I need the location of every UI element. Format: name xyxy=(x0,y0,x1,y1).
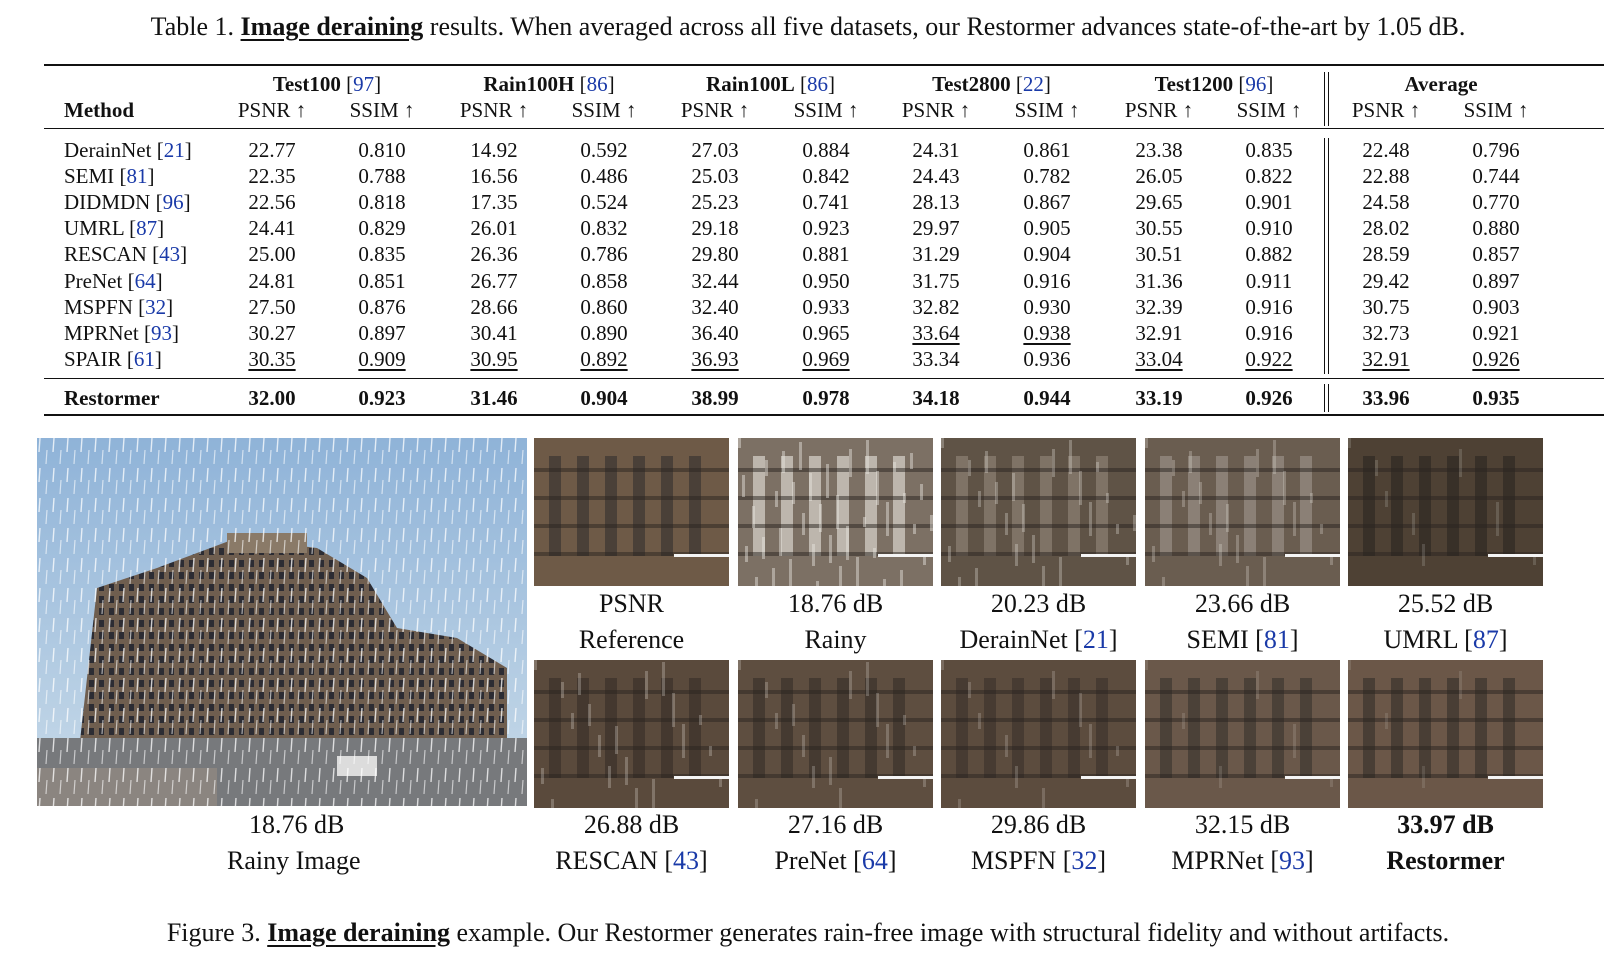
table-cell: 30.55 xyxy=(1135,216,1183,241)
table-cell: 0.770 xyxy=(1472,190,1520,215)
table-cell: 0.905 xyxy=(1023,216,1071,241)
crop-bottom-2 xyxy=(941,660,1136,808)
psnr-header: PSNR ↑ xyxy=(1351,98,1421,122)
figure-ref-link[interactable]: 93 xyxy=(1278,846,1305,875)
method-label: UMRL xyxy=(64,216,124,241)
figure-method-label: DerainNet xyxy=(959,625,1068,654)
table-cell: 0.861 xyxy=(1023,138,1071,162)
dataset-header: Test100 [97] xyxy=(272,72,382,96)
table-cell: 0.911 xyxy=(1245,268,1293,293)
table-cell: 26.36 xyxy=(470,242,518,267)
method-name: RESCAN [43] xyxy=(64,242,188,267)
dataset-ref-link[interactable]: 96 xyxy=(1245,72,1267,96)
figure-method-label: SEMI xyxy=(1186,625,1249,654)
average-separator xyxy=(1324,72,1325,126)
table-cell: 32.73 xyxy=(1362,320,1410,345)
table-cell: 22.48 xyxy=(1362,138,1410,162)
table-cell: 0.909 xyxy=(358,346,406,371)
table-cell-restormer: 0.926 xyxy=(1245,386,1293,410)
table-cell-restormer: 34.18 xyxy=(912,386,960,410)
crop-label xyxy=(514,625,749,655)
method-ref-link[interactable]: 96 xyxy=(162,190,184,215)
table-cell: 28.66 xyxy=(470,294,518,319)
table-cell: 0.829 xyxy=(358,216,406,241)
crop-label: UMRL [87] xyxy=(1383,625,1508,654)
crop-score: 29.86 dB xyxy=(990,810,1087,839)
table-cell: 26.05 xyxy=(1135,164,1183,189)
table-cell: 33.04 xyxy=(1135,346,1183,371)
table-cell: 36.40 xyxy=(691,320,739,345)
method-ref-link[interactable]: 61 xyxy=(133,346,155,371)
table-cell: 0.524 xyxy=(580,190,628,215)
figure-ref-link[interactable]: 21 xyxy=(1082,625,1109,654)
table-cell: 0.892 xyxy=(580,346,628,371)
crop-bottom-1 xyxy=(738,660,933,808)
figure-caption-bold: Image deraining xyxy=(267,918,450,947)
table-cell: 27.50 xyxy=(248,294,296,319)
figure-caption xyxy=(0,918,1616,948)
psnr-header: PSNR ↑ xyxy=(901,98,971,122)
table-cell: 30.35 xyxy=(248,346,296,371)
table-cell: 0.741 xyxy=(802,190,850,215)
table-cell: 0.818 xyxy=(358,190,406,215)
table-cell: 30.75 xyxy=(1362,294,1410,319)
method-ref-link[interactable]: 64 xyxy=(134,268,156,293)
table-cell: 0.882 xyxy=(1245,242,1293,267)
method-label: MSPFN xyxy=(64,294,133,319)
table-cell: 0.890 xyxy=(580,320,628,345)
table-top-rule xyxy=(44,64,1604,66)
psnr-header: PSNR ↑ xyxy=(237,98,307,122)
table-cell: 32.91 xyxy=(1135,320,1183,345)
dataset-header: Test1200 [96] xyxy=(1154,72,1274,96)
method-header: Method xyxy=(64,98,134,122)
table-cell-restormer: 0.978 xyxy=(802,386,850,410)
table-cell-restormer: 33.19 xyxy=(1135,386,1183,410)
table-cell: 0.910 xyxy=(1245,216,1293,241)
table-cell: 0.796 xyxy=(1472,138,1520,162)
method-label: SEMI xyxy=(64,164,115,189)
table-cell: 30.51 xyxy=(1135,242,1183,267)
crop-top-3 xyxy=(1145,438,1340,586)
table-cell: 0.897 xyxy=(1472,268,1520,293)
method-name: PreNet [64] xyxy=(64,268,163,293)
average-separator xyxy=(1328,384,1329,412)
table-cell: 0.965 xyxy=(802,320,850,345)
table-cell: 31.29 xyxy=(912,242,960,267)
method-label: DerainNet xyxy=(64,138,152,162)
table-cell-restormer: 31.46 xyxy=(470,386,518,410)
method-name: DIDMDN [96] xyxy=(64,190,191,215)
table-cell: 16.56 xyxy=(470,164,518,189)
table-cell: 33.64 xyxy=(912,320,960,345)
table-cell: 0.876 xyxy=(358,294,406,319)
table-bottom-rule xyxy=(44,414,1604,416)
crop-top-1 xyxy=(738,438,933,586)
table-cell: 0.788 xyxy=(358,164,406,189)
crop-score: 33.97 dB xyxy=(1397,810,1494,839)
table-cell: 31.75 xyxy=(912,268,960,293)
table-cell-restormer: 0.944 xyxy=(1023,386,1071,410)
crop-bottom-3 xyxy=(1145,660,1340,808)
table-cell: 28.13 xyxy=(912,190,960,215)
table-cell: 28.02 xyxy=(1362,216,1410,241)
method-label: PreNet xyxy=(64,268,123,293)
table-cell: 25.03 xyxy=(691,164,739,189)
crop-label: RESCAN [43] xyxy=(555,846,708,875)
dataset-header: Rain100L [86] xyxy=(706,72,835,96)
table-cell: 24.31 xyxy=(912,138,960,162)
table-cell: 0.921 xyxy=(1472,320,1520,345)
method-ref-link[interactable]: 93 xyxy=(150,320,172,345)
table-cell: 0.884 xyxy=(802,138,850,162)
table-cell: 0.857 xyxy=(1472,242,1520,267)
table-cell: 25.00 xyxy=(248,242,296,267)
figure-method-label: MPRNet xyxy=(1171,846,1264,875)
table-cell: 32.40 xyxy=(691,294,739,319)
crop-label: SEMI [81] xyxy=(1186,625,1299,654)
table-cell: 36.93 xyxy=(691,346,739,371)
dataset-ref-link[interactable]: 86 xyxy=(806,72,828,96)
table-cell: 0.950 xyxy=(802,268,850,293)
average-separator xyxy=(1324,138,1325,374)
method-name: UMRL [87] xyxy=(64,216,165,241)
ssim-header: SSIM ↑ xyxy=(571,98,637,122)
table-cell: 30.95 xyxy=(470,346,518,371)
average-separator xyxy=(1328,72,1329,126)
dataset-ref-link[interactable]: 22 xyxy=(1022,72,1044,96)
table-caption xyxy=(0,12,1616,42)
crop-score: PSNR xyxy=(598,589,665,618)
dataset-name: Average xyxy=(1404,72,1478,96)
table-cell: 0.486 xyxy=(580,164,628,189)
figure-method-label: Rainy xyxy=(804,625,867,654)
figure-method-label: UMRL xyxy=(1383,625,1458,654)
table-cell: 22.77 xyxy=(248,138,296,162)
crop-top-4 xyxy=(1348,438,1543,586)
crop-top-2 xyxy=(941,438,1136,586)
crop-score: 18.76 dB xyxy=(787,589,884,618)
table-cell: 0.923 xyxy=(802,216,850,241)
method-ref-link[interactable]: 21 xyxy=(163,138,185,162)
table-cell: 0.822 xyxy=(1245,164,1293,189)
crop-label: DerainNet [21] xyxy=(959,625,1118,654)
crop-score: 26.88 dB xyxy=(583,810,680,839)
rainy-image-main xyxy=(37,438,527,806)
table-cell: 26.01 xyxy=(470,216,518,241)
table-cell: 0.867 xyxy=(1023,190,1071,215)
table-cell: 0.916 xyxy=(1245,294,1293,319)
ssim-header: SSIM ↑ xyxy=(349,98,415,122)
psnr-header: PSNR ↑ xyxy=(680,98,750,122)
table-cell: 32.39 xyxy=(1135,294,1183,319)
table-cell: 0.916 xyxy=(1023,268,1071,293)
crop-top-0 xyxy=(534,438,729,586)
dataset-header: Rain100H [86] xyxy=(483,72,615,96)
crop-score: 25.52 dB xyxy=(1397,589,1494,618)
table-cell: 24.81 xyxy=(248,268,296,293)
dataset-ref-link[interactable]: 86 xyxy=(586,72,608,96)
table-cell: 0.786 xyxy=(580,242,628,267)
figure-caption-rest: example. Our Restormer generates rain-free image with structural fidelity and without artifacts. xyxy=(456,918,1450,947)
method-label: RESCAN xyxy=(64,242,147,267)
method-name-restormer: Restormer xyxy=(64,386,160,410)
crop-bottom-4 xyxy=(1348,660,1543,808)
table-cell: 17.35 xyxy=(470,190,518,215)
crop-score: 20.23 dB xyxy=(990,589,1087,618)
dataset-header xyxy=(1341,72,1541,97)
table-cell: 0.842 xyxy=(802,164,850,189)
table-cell: 28.59 xyxy=(1362,242,1410,267)
method-label: SPAIR xyxy=(64,346,122,371)
ssim-header: SSIM ↑ xyxy=(1014,98,1080,122)
table-cell: 22.35 xyxy=(248,164,296,189)
table-cell: 0.916 xyxy=(1245,320,1293,345)
average-separator xyxy=(1328,138,1329,374)
figure-method-label: PreNet xyxy=(774,846,847,875)
table-cell: 0.835 xyxy=(1245,138,1293,162)
crop-bottom-0 xyxy=(534,660,729,808)
ssim-header: SSIM ↑ xyxy=(1463,98,1529,122)
table-cell: 14.92 xyxy=(470,138,518,162)
psnr-header: PSNR ↑ xyxy=(459,98,529,122)
dataset-name: Test1200 xyxy=(1154,72,1234,96)
table-cell-restormer: 33.96 xyxy=(1362,386,1410,410)
table-cell: 0.969 xyxy=(802,346,850,371)
table-cell: 24.43 xyxy=(912,164,960,189)
table-cell: 0.782 xyxy=(1023,164,1071,189)
table-cell: 24.58 xyxy=(1362,190,1410,215)
figure-method-label: MSPFN xyxy=(970,846,1057,875)
average-separator xyxy=(1324,384,1325,412)
method-ref-link[interactable]: 32 xyxy=(145,294,167,319)
table-cell: 0.901 xyxy=(1245,190,1293,215)
table-cell: 29.65 xyxy=(1135,190,1183,215)
method-name: MPRNet [93] xyxy=(64,320,179,345)
method-ref-link[interactable]: 43 xyxy=(159,242,181,267)
method-name: DerainNet [21] xyxy=(64,138,192,162)
table-cell: 29.80 xyxy=(691,242,739,267)
table-cell: 22.56 xyxy=(248,190,296,215)
table-cell: 0.880 xyxy=(1472,216,1520,241)
ssim-header: SSIM ↑ xyxy=(1236,98,1302,122)
figure-ref-link[interactable]: 64 xyxy=(861,846,888,875)
figure-method-label: Restormer xyxy=(1386,846,1505,875)
table-cell: 32.91 xyxy=(1362,346,1410,371)
table-cell: 0.897 xyxy=(358,320,406,345)
table-cell-restormer: 0.935 xyxy=(1472,386,1520,410)
table-cell-restormer: 0.923 xyxy=(358,386,406,410)
table-cell: 0.926 xyxy=(1472,346,1520,371)
table-cell: 0.835 xyxy=(358,242,406,267)
figure-ref-link[interactable]: 87 xyxy=(1472,625,1499,654)
table-cell: 29.42 xyxy=(1362,268,1410,293)
table-cell: 0.860 xyxy=(580,294,628,319)
table-cell: 0.933 xyxy=(802,294,850,319)
table-cell-restormer: 38.99 xyxy=(691,386,739,410)
crop-label: MPRNet [93] xyxy=(1171,846,1314,875)
table-cell: 0.938 xyxy=(1023,320,1071,345)
dataset-name: Rain100H xyxy=(483,72,575,96)
main-image-score: 18.76 dB xyxy=(249,810,345,839)
figure-ref-link[interactable]: 81 xyxy=(1263,625,1290,654)
crop-label: MSPFN [32] xyxy=(970,846,1107,875)
table-cell-restormer: 32.00 xyxy=(248,386,296,410)
table-cell: 26.77 xyxy=(470,268,518,293)
table-cell: 32.82 xyxy=(912,294,960,319)
psnr-header: PSNR ↑ xyxy=(1124,98,1194,122)
table-cell: 0.744 xyxy=(1472,164,1520,189)
crop-label xyxy=(718,625,953,655)
table-cell-restormer: 0.904 xyxy=(580,386,628,410)
table-cell: 0.881 xyxy=(802,242,850,267)
method-ref-link[interactable]: 81 xyxy=(126,164,148,189)
dataset-name: Rain100L xyxy=(706,72,795,96)
table-cell: 29.97 xyxy=(912,216,960,241)
crop-score: 32.15 dB xyxy=(1194,810,1291,839)
dataset-ref-link[interactable]: 97 xyxy=(353,72,375,96)
table-cell: 0.592 xyxy=(580,138,628,162)
main-image-label: Rainy Image xyxy=(227,846,361,875)
table-cell: 22.88 xyxy=(1362,164,1410,189)
table-cell: 24.41 xyxy=(248,216,296,241)
table-cell: 25.23 xyxy=(691,190,739,215)
table-cell: 0.930 xyxy=(1023,294,1071,319)
method-label: DIDMDN xyxy=(64,190,151,215)
crop-score: 27.16 dB xyxy=(787,810,884,839)
table-caption-prefix: Table 1. xyxy=(150,12,235,41)
figure-method-label: Reference xyxy=(578,625,685,654)
table-cell: 33.34 xyxy=(912,346,960,371)
table-cell: 0.832 xyxy=(580,216,628,241)
crop-label xyxy=(1328,846,1563,876)
ssim-header: SSIM ↑ xyxy=(793,98,859,122)
table-cell: 30.41 xyxy=(470,320,518,345)
dataset-name: Test100 xyxy=(272,72,341,96)
table-cell: 31.36 xyxy=(1135,268,1183,293)
crop-label: PreNet [64] xyxy=(774,846,897,875)
dataset-name: Test2800 xyxy=(932,72,1011,96)
table-cell: 0.936 xyxy=(1023,346,1071,371)
table-cell: 29.18 xyxy=(691,216,739,241)
method-name: SEMI [81] xyxy=(64,164,155,189)
table-cell: 23.38 xyxy=(1135,138,1183,162)
crop-score: 23.66 dB xyxy=(1194,589,1291,618)
table-caption-rest: results. When averaged across all five datasets, our Restormer advances state-of-the-art by 1.05 dB. xyxy=(429,12,1466,41)
table-cell: 0.858 xyxy=(580,268,628,293)
table-caption-bold: Image deraining xyxy=(240,12,424,41)
dataset-header: Test2800 [22] xyxy=(932,72,1051,96)
method-label: MPRNet xyxy=(64,320,139,345)
figure-ref-link[interactable]: 43 xyxy=(673,846,700,875)
table-cell: 0.810 xyxy=(358,138,406,162)
table-cell: 0.904 xyxy=(1023,242,1071,267)
figure-ref-link[interactable]: 32 xyxy=(1071,846,1098,875)
method-name: SPAIR [61] xyxy=(64,346,162,371)
table-cell: 30.27 xyxy=(248,320,296,345)
method-name: MSPFN [32] xyxy=(64,294,174,319)
table-cell: 0.851 xyxy=(358,268,406,293)
method-ref-link[interactable]: 87 xyxy=(136,216,158,241)
table-mid-rule xyxy=(44,378,1604,379)
table-cell: 27.03 xyxy=(691,138,739,162)
table-cell: 0.922 xyxy=(1245,346,1293,371)
figure-caption-prefix: Figure 3. xyxy=(166,918,261,947)
table-header-rule xyxy=(44,128,1604,129)
table-cell: 0.903 xyxy=(1472,294,1520,319)
table-cell: 32.44 xyxy=(691,268,739,293)
figure-method-label: RESCAN xyxy=(555,846,658,875)
